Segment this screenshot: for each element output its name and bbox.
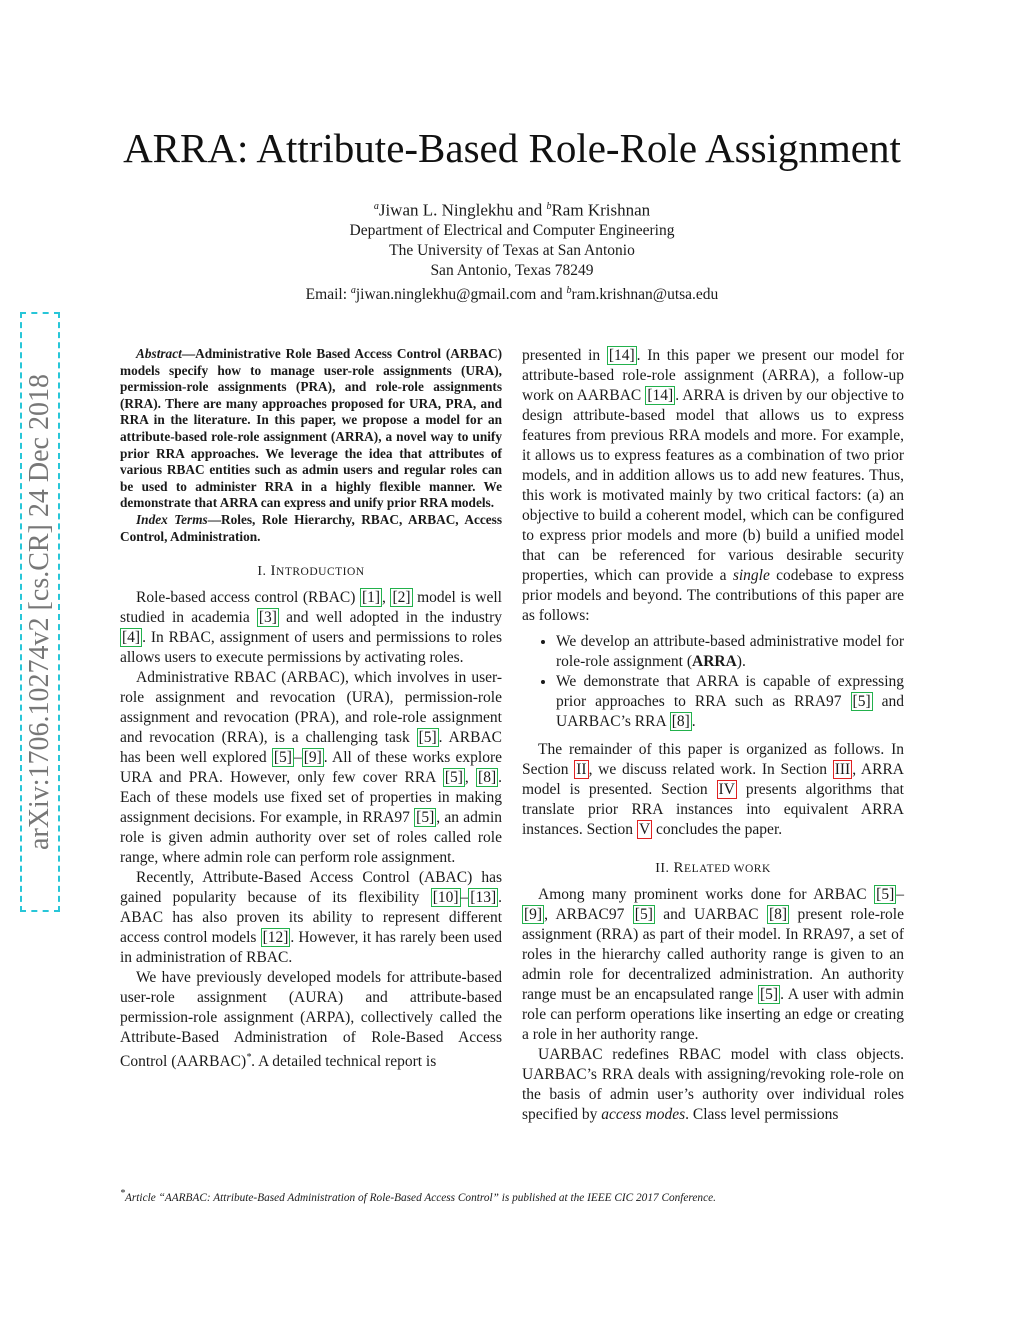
arxiv-identifier: arXiv:1706.10274v2 [cs.CR] 24 Dec 2018 (20, 312, 60, 912)
email-mark-b: b (566, 284, 572, 296)
arxiv-sidebar (14, 312, 66, 912)
section-link[interactable]: IV (718, 781, 735, 798)
intro-paragraph-1: Role-based access control (RBAC) [1] , [2] model is well studied in academia [3] and well adopted in the industry [4] . In RBAC, assignment of users and permissions to roles allows users to execute permissions by activating roles. (120, 589, 502, 667)
section-rest: NTRODUCTION (276, 566, 365, 579)
footnote (120, 1188, 920, 1204)
citation-link[interactable]: [1] (361, 589, 381, 607)
citation-link[interactable]: [5] (634, 906, 653, 923)
abstract (120, 346, 502, 512)
section-heading-introduction (120, 561, 502, 582)
citation-link[interactable]: [10] (432, 889, 459, 907)
citation-link[interactable]: [8] (671, 713, 690, 730)
department: Department of Electrical and Computer Engineering (349, 221, 675, 239)
author-names (0, 197, 1024, 221)
email-line (0, 281, 1024, 305)
citation-link[interactable]: [5] (444, 769, 463, 787)
citation-link[interactable]: [3] (258, 609, 277, 627)
citation-link[interactable]: [5] (759, 986, 779, 1003)
section-heading-related-work (522, 858, 904, 879)
citation-link[interactable]: [14] (608, 347, 635, 364)
index-terms-text: Roles, Role Hierarchy, RBAC, ARBAC, Access Control, Administration. (120, 511, 503, 544)
footnote-mark: * (120, 1188, 125, 1199)
contributions-list (522, 632, 904, 732)
emphasis-access-modes: access modes (601, 1106, 686, 1123)
author-a: Jiwan L. Ninglekhu (378, 200, 514, 220)
citation-link[interactable]: [5] (852, 693, 871, 710)
citation-link[interactable]: [9] (524, 906, 543, 923)
citation-link[interactable]: [5] (273, 749, 292, 767)
citation-link[interactable]: [9] (303, 749, 322, 767)
email-mark-a: a (350, 284, 356, 296)
contribution-item: • We develop an attribute-based administrative model for role-role assignment (ARRA). (556, 632, 904, 672)
university: The University of Texas at San Antonio (389, 241, 635, 259)
section-cap: I (270, 563, 277, 580)
section-rest: ELATED WORK (684, 863, 771, 875)
paper-title: ARRA: Attribute-Based Role-Role Assignment (123, 125, 901, 171)
emphasis-single: single (732, 567, 770, 584)
section-link[interactable]: III (834, 761, 851, 778)
citation-link[interactable]: [5] (876, 886, 895, 903)
citation-link[interactable]: [8] (769, 906, 788, 923)
citation-link[interactable]: [14] (647, 387, 674, 404)
index-terms-lead: Index Terms (136, 511, 208, 527)
section-num: II. (655, 861, 674, 876)
abstract-lead: Abstract (136, 346, 182, 361)
author-b: Ram Krishnan (551, 200, 651, 220)
citation-link[interactable]: [5] (418, 729, 437, 747)
index-terms (120, 512, 502, 545)
affil-mark-a: a (373, 201, 379, 212)
related-paragraph-2: UARBAC redefines RBAC model with class objects. UARBAC’s RRA deals with assigning/revoking role-role on the basis of admin user’s authority over individual roles specified by access modes. Class level permissions (522, 1046, 904, 1123)
index-terms-dash: — (207, 511, 222, 527)
section-cap: R (673, 860, 685, 876)
citation-link[interactable]: [5] (416, 809, 435, 827)
intro-paragraph-3: Recently, Attribute-Based Access Control (ABAC) has gained popularity because of its flexibility [10] – [13] . ABAC has also proven its ability to represent different access control models [12] . However, it has rarely been used in administration of RBAC. (120, 869, 502, 967)
email-b: ram.krishnan@utsa.edu (571, 285, 719, 303)
email-a: jiwan.ninglekhu@gmail.com (355, 285, 537, 303)
email-label: Email: (305, 285, 351, 303)
contribution-item: • We demonstrate that ARRA is capable of expressing prior approaches to RRA such as RRA97 [5] and UARBAC’s RRA [8] . (556, 672, 904, 732)
section-link[interactable]: II (576, 761, 587, 778)
right-column (522, 346, 904, 1125)
right-paragraph-1: presented in [14] . In this paper we present our model for attribute-based role-role assignment (ARRA), a follow-up work on AARBAC [14] . ARRA is driven by our objective to design attribute-based model that allows us to express features from previous RRA models and more. For example, it allows us to express features as a combination of two prior models, and in addition allows us to add new features. Thus, this work is motivated mainly by two critical factors: (a) an objective to build a coherent model, which can be configured to express prior models and more (b) build a unified model that can be referenced for various desirable security properties, which can provide a single codebase to express prior models and beyond. The contributions of this paper are as follows: (522, 347, 905, 624)
author-and: and (513, 200, 547, 220)
footnote-text: Article “AARBAC: Attribute-Based Administration of Role-Based Access Control” is published at the IEEE CIC 2017 Conference. (125, 1191, 716, 1204)
citation-link[interactable]: [4] (122, 629, 141, 647)
section-num: I. (257, 564, 271, 580)
intro-paragraph-2: Administrative RBAC (ARBAC), which involves in user-role assignment and revocation (URA), permission-role assignment and revocation (PRA), and role-role assignment and revocation (RRA), is a challenging task [5] . ARBAC has been well explored [5] – [9] . All of these works explore URA and PRA. However, only few cover RRA [5] , [8] . Each of these models use fixed set of properties in making assignment decisions. For example, in RRA97 [5] , an admin role is given admin authority over set of roles called role range, where admin role can perform role assignment. (120, 669, 503, 867)
left-column (120, 346, 502, 1072)
footnote-marker[interactable]: * (246, 1052, 252, 1064)
citation-link[interactable]: [8] (478, 769, 497, 787)
city: San Antonio, Texas 78249 (430, 261, 594, 279)
abstract-dash: — (181, 346, 196, 361)
section-link[interactable]: V (638, 821, 651, 838)
email-and: and (536, 285, 567, 303)
citation-link[interactable]: [2] (392, 589, 411, 607)
citation-link[interactable]: [13] (470, 889, 497, 907)
citation-link[interactable]: [12] (262, 929, 289, 947)
intro-paragraph-4: We have previously developed models for attribute-based user-role assignment (AURA) and attribute-based permission-role assignment (ARPA), collectively called the Attribute-Based Administration of Role-Based Access Control (AARBAC)*. A detailed technical report is (120, 969, 502, 1071)
author-block (0, 197, 1024, 305)
right-paragraph-2: The remainder of this paper is organized as follows. In Section II , we discuss related work. In Section III , ARRA model is presented. Section IV presents algorithms that translate prior RRA instances into equivalent ARRA instances. Section V concludes the paper. (522, 741, 904, 838)
abstract-text: Administrative Role Based Access Control (ARBAC) models specify how to manage user-role assignments (URA), permission-role assignments (PRA), and role-role assignments (RRA). There are many approaches proposed for URA, PRA, and RRA in the literature. In this paper, we propose a model for an attribute-based role-role assignment (ARRA), a novel way to unify prior RRA approaches. We leverage the idea that attributes of various RBAC entities such as admin users and regular roles can be used to administer RRA in a highly flexible manner. We demonstrate that ARRA can express and unify prior RRA models. (120, 346, 502, 511)
related-paragraph-1: Among many prominent works done for ARBAC [5] –[9] , ARBAC97 [5] and UARBAC [8] present role-role assignment (RRA) as part of their model. In RRA97, a set of roles in the hierarchy called authority range is given to an admin role for decentralized administration. An authority range must be an encapsulated range [5] . A user with admin role can perform operations like inserting an edge or creating a role in her authority range. (522, 886, 904, 1043)
affil-mark-b: b (546, 201, 552, 212)
